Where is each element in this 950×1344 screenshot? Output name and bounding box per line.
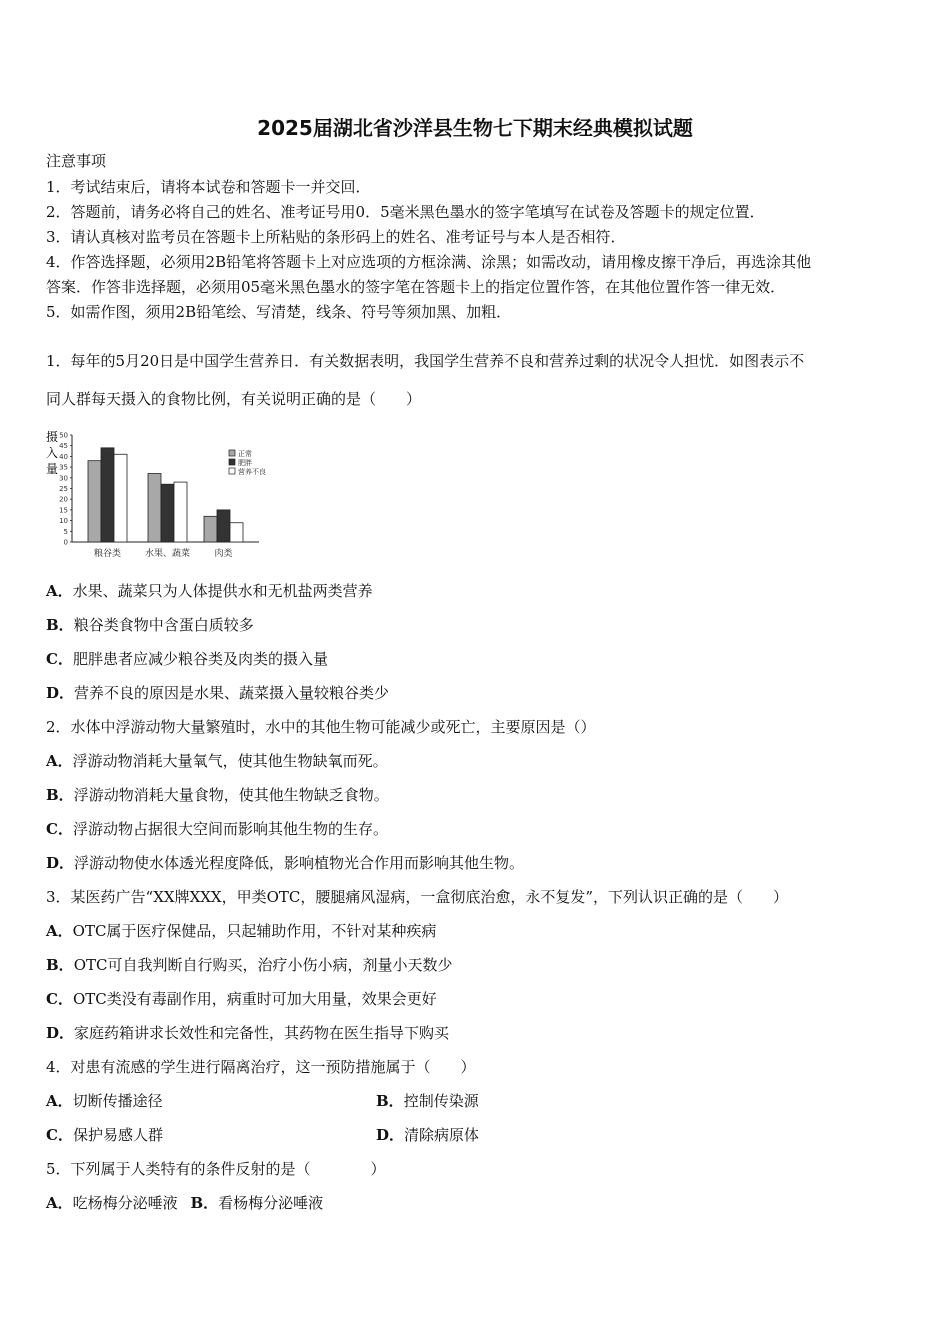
bar-营养不良-肉类 [230, 523, 243, 542]
y-tick-label: 40 [59, 452, 68, 461]
q5-option-b[interactable] [190, 1194, 323, 1212]
q3-option-c[interactable] [46, 989, 437, 1009]
y-tick-label: 50 [59, 431, 68, 440]
q4-option-d[interactable] [376, 1125, 479, 1145]
option-text: OTC可自我判断自行购买，治疗小伤小病，剂量小天数少 [73, 956, 453, 974]
q3-option-d[interactable] [46, 1023, 449, 1043]
q2-option-b[interactable] [46, 785, 389, 805]
legend-label: 正常 [238, 450, 252, 458]
y-tick-label: 45 [59, 442, 68, 451]
bar-肥胖-水果、蔬菜 [161, 484, 174, 542]
q4-option-b[interactable] [376, 1091, 479, 1111]
q3-option-b[interactable] [46, 955, 452, 975]
x-tick-label: 粮谷类 [93, 549, 122, 559]
note-item: 3．请认真核对监考员在答题卡上所粘贴的条形码上的姓名、准考证号与本人是否相符． [46, 228, 626, 246]
chart-ylabel-char: 入 [46, 446, 59, 460]
option-label: A． [46, 1194, 73, 1212]
chart-ylabel-char: 摄 [46, 430, 59, 444]
option-label: C． [46, 820, 73, 838]
option-text: 营养不良的原因是水果、蔬菜摄入量较粮谷类少 [74, 684, 390, 702]
option-label: B． [46, 956, 74, 974]
notes-heading: 注意事项 [46, 152, 107, 170]
option-text: 吃杨梅分泌唾液 [72, 1194, 178, 1212]
option-label: A． [46, 922, 73, 940]
chart-ylabel-char: 量 [46, 462, 59, 476]
legend-swatch [229, 468, 235, 474]
note-item: 1．考试结束后，请将本试卷和答题卡一并交回． [46, 178, 371, 196]
option-label: A． [46, 1092, 73, 1110]
legend-swatch [229, 459, 235, 465]
option-text: OTC类没有毒副作用，病重时可加大用量，效果会更好 [72, 990, 437, 1008]
x-tick-label: 水果、蔬菜 [144, 549, 191, 559]
bar-营养不良-粮谷类 [114, 454, 127, 542]
q4-option-c[interactable] [46, 1125, 163, 1145]
question-1-stem-cont: 同人群每天摄入的食物比例，有关说明正确的是（ ） [46, 390, 422, 408]
option-label: D． [376, 1126, 405, 1144]
option-label: D． [46, 684, 75, 702]
y-tick-label: 0 [63, 538, 68, 547]
legend-swatch [229, 450, 235, 456]
option-label: C． [46, 650, 73, 668]
note-item: 2．答题前，请务必将自己的姓名、准考证号用0．5毫米黑色墨水的签字笔填写在试卷及答题卡的规定位置． [46, 203, 765, 221]
question-1-stem: 1．每年的5月20日是中国学生营养日．有关数据表明，我国学生营养不良和营养过剩的状况令人担忧．如图表示不 [46, 352, 805, 370]
option-label: D． [46, 1024, 75, 1042]
option-text: 浮游动物消耗大量氧气，使其他生物缺氧而死。 [72, 752, 388, 770]
q1-option-a[interactable] [46, 581, 373, 601]
option-text: 水果、蔬菜只为人体提供水和无机盐两类营养 [72, 582, 373, 600]
note-item: 5．如需作图，须用2B铅笔绘、写清楚，线条、符号等须加黑、加粗． [46, 303, 512, 321]
option-text: 家庭药箱讲求长效性和完备性，其药物在医生指导下购买 [74, 1024, 450, 1042]
q5-options [46, 1193, 323, 1213]
bar-正常-粮谷类 [88, 461, 101, 542]
note-item: 4．作答选择题，必须用2B铅笔将答题卡上对应选项的方框涂满、涂黑；如需改动，请用橡皮擦干净后，再选涂其他 [46, 253, 812, 271]
option-label: B． [46, 616, 74, 634]
bar-正常-水果、蔬菜 [148, 474, 161, 542]
y-tick-label: 30 [59, 474, 68, 483]
option-label: C． [46, 990, 73, 1008]
question-5-stem: 5．下列属于人类特有的条件反射的是（ ） [46, 1160, 386, 1178]
q1-option-d[interactable] [46, 683, 389, 703]
option-text: 切断传播途径 [72, 1092, 163, 1110]
option-label: A． [46, 582, 73, 600]
y-tick-label: 20 [59, 495, 68, 504]
x-tick-label: 肉类 [214, 549, 233, 559]
q2-option-d[interactable] [46, 853, 524, 873]
food-intake-chart [44, 425, 284, 565]
bar-肥胖-肉类 [217, 510, 230, 542]
option-label: B． [190, 1194, 219, 1212]
bar-正常-肉类 [204, 516, 217, 542]
option-label: C． [46, 1126, 73, 1144]
question-4-stem: 4．对患有流感的学生进行隔离治疗，这一预防措施属于（ ） [46, 1058, 476, 1076]
option-text: 粮谷类食物中含蛋白质较多 [73, 616, 254, 634]
option-label: B． [376, 1092, 404, 1110]
note-item: 答案．作答非选择题，必须用05毫米黑色墨水的签字笔在答题卡上的指定位置作答，在其他位置作答一律无效． [46, 278, 786, 296]
option-text: 肥胖患者应减少粮谷类及肉类的摄入量 [72, 650, 328, 668]
q2-option-a[interactable] [46, 751, 388, 771]
option-text: 清除病原体 [404, 1126, 480, 1144]
q4-option-a[interactable] [46, 1091, 163, 1111]
page-title: 2025届湖北省沙洋县生物七下期末经典模拟试题 [257, 116, 693, 140]
option-text: OTC属于医疗保健品，只起辅助作用，不针对某种疾病 [72, 922, 437, 940]
q3-option-a[interactable] [46, 921, 436, 941]
y-tick-label: 15 [59, 506, 68, 515]
option-label: D． [46, 854, 75, 872]
y-tick-label: 10 [59, 517, 68, 526]
option-label: B． [46, 786, 74, 804]
y-tick-label: 25 [59, 485, 68, 493]
option-text: 浮游动物占据很大空间而影响其他生物的生存。 [72, 820, 388, 838]
y-tick-label: 5 [63, 527, 68, 536]
option-text: 控制传染源 [403, 1092, 479, 1110]
q2-option-c[interactable] [46, 819, 388, 839]
option-label: A． [46, 752, 73, 770]
question-3-stem: 3．某医药广告“XX牌XXX，甲类OTC，腰腿痛风湿病，一盒彻底治愈，永不复发”，下列认识正确的是（ ） [46, 888, 789, 906]
option-text: 看杨梅分泌唾液 [218, 1194, 324, 1212]
legend-label: 营养不良 [238, 468, 266, 476]
bar-肥胖-粮谷类 [101, 448, 114, 542]
question-2-stem: 2．水体中浮游动物大量繁殖时，水中的其他生物可能减少或死亡，主要原因是（） [46, 718, 596, 736]
q1-option-c[interactable] [46, 649, 328, 669]
option-text: 保护易感人群 [72, 1126, 163, 1144]
y-tick-label: 35 [59, 463, 68, 472]
q1-option-b[interactable] [46, 615, 254, 635]
bar-营养不良-水果、蔬菜 [174, 482, 187, 542]
q5-option-a[interactable] [46, 1194, 178, 1212]
legend-label: 肥胖 [238, 459, 252, 467]
option-text: 浮游动物消耗大量食物，使其他生物缺乏食物。 [73, 786, 389, 804]
option-text: 浮游动物使水体透光程度降低，影响植物光合作用而影响其他生物。 [74, 854, 525, 872]
